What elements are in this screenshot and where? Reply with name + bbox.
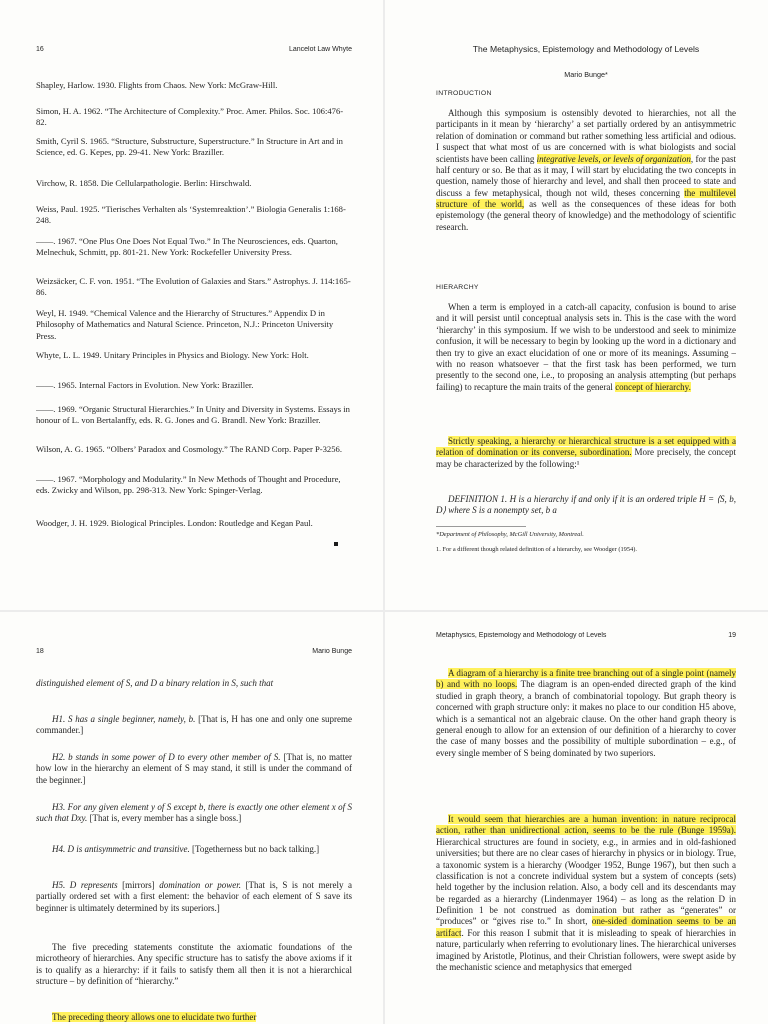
body-text: When a term is employed in a catch-all capacity, confusion is bound to arise and it will persist until conceptual analysis sets in. This is the case with the word ‘hierarchy’ in this symposium. If we wish to be understood and seek to minimize confusion, it will be necessary to begin by looking up the word in a dictionary and then try to give an exact elucidation of one or more of its meanings. Assuming – with no reason whatsoever – that the first task has been performed, we turn presently to the second one, i.e., to proposing an analysis attempting (but perhaps failing) to recapture the main traits of the general: [436, 302, 736, 392]
intro-text: as well as the consequences of these ideas for both epistemology (the general theory of knowledge) and the methodology of scientific research.: [436, 199, 736, 232]
axiom-h2: [36, 752, 352, 786]
axiom-gloss: [Togetherness but no back talking.]: [189, 844, 320, 854]
reference-entry: ——. 1969. “Organic Structural Hierarchies.” In Unity and Diversity in Systems. Essays in honour of L. von Bertalanffy, eds. R. G. Jones and G. Brandl. New York: Braziller.: [36, 404, 350, 426]
axiom-statement: H2. b stands in some power of D to every other member of S.: [52, 752, 281, 762]
highlight: integrative levels, or levels of organization: [536, 153, 691, 164]
highlight: concept of hierarchy.: [615, 381, 691, 392]
definition-continuation: distinguished element of S, and D a binary relation in S, such that: [36, 678, 274, 688]
running-title: Lancelot Law Whyte: [288, 46, 352, 53]
human-invention-paragraph: [436, 814, 736, 973]
axiom-h4: [36, 844, 352, 855]
page-16: [36, 46, 352, 608]
axiom-gloss: [That is, H has one and only one supreme commander.]: [36, 714, 352, 736]
axiom-gloss: [That is, every member has a single boss.]: [87, 813, 242, 824]
reference-entry: Weyl, H. 1949. “Chemical Valence and the Hierarchy of Structures.” Appendix D in Philosophy of Mathematics and Natural Science. Princeton, N.J.: Princeton University Press.: [36, 308, 334, 341]
paper-author: Mario Bunge*: [564, 70, 608, 79]
reference-entry: Virchow, R. 1858. Die Cellularpathologie. Berlin: Hirschwald.: [36, 178, 252, 188]
axiom-statement: H1. S has a single beginner, namely, b.: [52, 714, 196, 724]
axiom-h3: [36, 802, 352, 825]
page-divider: [0, 610, 768, 612]
reference-entry: Woodger, J. H. 1929. Biological Principles. London: Routledge and Kegan Paul.: [36, 518, 313, 528]
axiom-statement: H4. D is antisymmetric and transitive.: [52, 844, 190, 854]
closing-paragraph: The five preceding statements constitute the axiomatic foundations of the microtheory of hierarchies. Any specific structure has to satisfy the above axioms if it is to qualify as a hierarchy: if it fails to satisfy them all then it is not a hierarchical structure – by definition of “hierarchy.”: [36, 942, 352, 987]
running-header: [436, 632, 736, 646]
highlight: one-sided domination seems to be an artifact: [436, 916, 736, 938]
axiom-gloss: [mirrors]: [117, 880, 160, 890]
intro-paragraph: [436, 108, 736, 233]
highlight: It would seem that hierarchies are a human invention: in nature reciprocal action, rather than unidirectional action, seems to be the rule (Bunge 1959a).: [436, 814, 736, 836]
end-mark: [334, 542, 338, 546]
definition-1: DEFINITION 1. H is a hierarchy if and only if it is an ordered triple H = ⟨S, b, D⟩ where S is a nonempty set, b a: [436, 494, 736, 516]
body-text: The diagram is an open-ended directed graph of the kind studied in graph theory, a branch of combinatorial topology. But graph theory is concerned with graph structure only: it makes no place to our condition H5 above, which is a semantical not an algebraic clause. On the other hand graph theory is general enough to allow for an extension of our definition of a hierarchy to cover the case of many bosses and the possibility of multiple subordination – e.g., of every single member of S being dominated by two superiors.: [436, 679, 736, 758]
body-text: Hierarchical structures are found in society, e.g., in armies and in old-fashioned universities; but there are no clear cases of hierarchy in physics or in biology. True, a taxonomic system is a hierarchy (Woodger 1952, Bunge 1967), but then such a classification is not a concrete individual system but a system of concepts (sets) held together by the inclusion relation. Also, a body cell and its descendants may be regarded as a hierarchy (Lindenmayer 1964) – as long as the relation D in Definition 1 be not construed as domination but rather as “generates” or “produces” or “gives rise to.” In short,: [436, 836, 736, 927]
highlight: Strictly speaking, a hierarchy or hierarchical structure is a set equipped with a relation of domination or its converse, subordination.: [436, 436, 736, 458]
axiom-statement: H5. D represents: [52, 880, 118, 890]
reference-entry: Weizsäcker, C. F. von. 1951. “The Evolution of Galaxies and Stars.” Astrophys. J. 114:165-86.: [36, 276, 351, 298]
footnote-affiliation: *Department of Philosophy, McGill University, Montreal.: [436, 531, 584, 538]
page-17: [436, 44, 736, 608]
page-number: 19: [728, 632, 736, 639]
reference-entry: Wilson, A. G. 1965. “Olbers’ Paradox and Cosmology.” The RAND Corp. Paper P-3256.: [36, 444, 342, 454]
axiom-h1: [36, 714, 352, 737]
page-number: 16: [36, 46, 44, 53]
axiom-statement: H3. For any given element y of S except b, there is exactly one other element x of S such that Dxy.: [36, 802, 352, 824]
reference-entry: ——. 1967. “One Plus One Does Not Equal Two.” In The Neurosciences, eds. Quarton, Melnechuk, Schmitt, pp. 801-21. New York: Rockefeller University Press.: [36, 236, 338, 258]
section-heading: HIERARCHY: [436, 284, 479, 291]
body-text: More precisely, the concept may be characterized by the following:¹: [436, 447, 736, 469]
axiom-gloss: [That is, no matter how low in the hierarchy an element of S may stand, it still is under the command of the beginner.]: [36, 752, 352, 785]
hierarchy-paragraph: [436, 302, 736, 393]
hierarchy-definition-paragraph: [436, 436, 736, 470]
axiom-statement: domination or power.: [159, 880, 242, 890]
highlight: the multilevel structure of the world,: [436, 187, 736, 209]
running-header: [36, 648, 352, 662]
footnote-1: 1. For a different though related definition of a hierarchy, see Woodger (1954).: [436, 546, 637, 553]
axiom-gloss: [That is, S is not merely a partially ordered set with a first element: the behavior of each element of S save its beginner is ultimately determined by its superiors.]: [36, 880, 352, 913]
reference-entry: Shapley, Harlow. 1930. Flights from Chaos. New York: McGraw-Hill.: [36, 80, 278, 90]
running-title: Mario Bunge: [312, 648, 352, 655]
running-title: Metaphysics, Epistemology and Methodology of Levels: [436, 632, 607, 639]
highlight: A diagram of a hierarchy is a finite tree branching out of a single point (namely b) and with no loops.: [436, 668, 736, 690]
axiom-h5: [36, 880, 352, 914]
reference-entry: Weiss, Paul. 1925. “Tierisches Verhalten als ‘Systemreaktion’.” Biologia Generalis 1:168-248.: [36, 204, 346, 226]
paper-title: The Metaphysics, Epistemology and Methodology of Levels: [472, 44, 700, 54]
section-heading: INTRODUCTION: [436, 90, 492, 97]
highlight: The preceding theory allows one to elucidate two further: [52, 1012, 257, 1022]
page-18: [36, 648, 352, 1024]
body-text: . For this reason I submit that it is misleading to speak of hierarchies in nature, particularly when referring to evolutionary lines. The hierarchical universes imagined by Aristotle, Plotinus, and their Christian followers, were swept aside by the mechanistic science and metaphysics that emerged: [436, 927, 736, 972]
page-19: [436, 632, 736, 1024]
reference-entry: ——. 1967. “Morphology and Modularity.” In New Methods of Thought and Procedure, eds. Zwicky and Wilson, pp. 298-313. New York: Spinger-Verlag.: [36, 474, 341, 496]
reference-entry: Smith, Cyril S. 1965. “Structure, Substructure, Superstructure.” In Structure in Art and in Science, ed. G. Kepes, pp. 29-41. New York: Braziller.: [36, 136, 343, 158]
reference-entry: ——. 1965. Internal Factors in Evolution. New York: Braziller.: [36, 380, 254, 390]
reference-entry: Simon, H. A. 1962. “The Architecture of Complexity.” Proc. Amer. Philos. Soc. 106:476-82.: [36, 106, 344, 128]
page-number: 18: [36, 648, 44, 655]
footnote-rule: [436, 526, 526, 527]
closing-highlight-line: [36, 1012, 352, 1023]
intro-text: Although this symposium is ostensibly devoted to hierarchies, not all the participants in it mean by ‘hierarchy’ a set partially ordered by an antisymmetric relation of domination or command but rather something less artificial and odious. I suspect that what most of us are concerned with is what biologists and social scientists have been calling: [436, 108, 736, 164]
gutter: [383, 0, 385, 1024]
intro-text: , for the past half century or so. Be that as it may, I will start by elucidating the two concepts in question, namely those of hierarchy and level, and shall then proceed to state and discuss a few metaphysical, though not wild, theses concerning: [436, 153, 736, 198]
reference-entry: Whyte, L. L. 1949. Unitary Principles in Physics and Biology. New York: Holt.: [36, 350, 309, 360]
tree-paragraph: [436, 668, 736, 759]
running-header: [36, 46, 352, 60]
